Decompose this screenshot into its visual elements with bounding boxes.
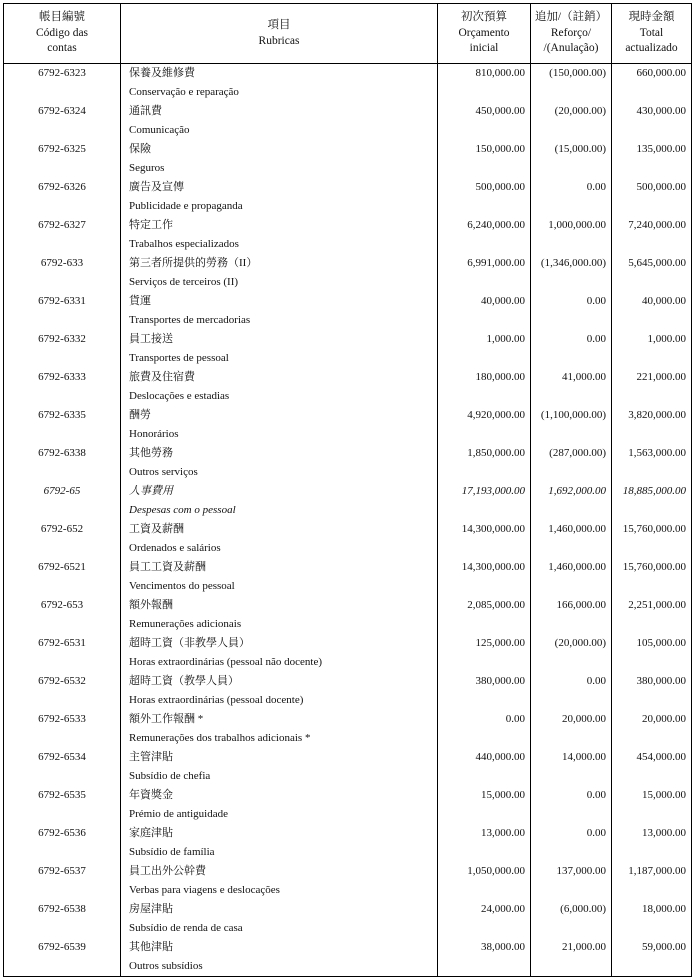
initial-budget-value: 380,000.00	[438, 672, 531, 710]
account-code: 6792-6327	[4, 216, 121, 254]
change-amount-value: (20,000.00)	[531, 634, 612, 672]
initial-budget-value: 0.00	[438, 710, 531, 748]
item-cell	[121, 558, 438, 596]
account-code: 6792-6333	[4, 368, 121, 406]
item-name-pt: Conservação e reparação	[129, 86, 239, 98]
item-name-pt: Subsídio de renda de casa	[129, 922, 243, 934]
account-code: 6792-6532	[4, 672, 121, 710]
current-total-value: 3,820,000.00	[612, 406, 692, 444]
current-total-value: 15,760,000.00	[612, 520, 692, 558]
item-name-pt: Ordenados e salários	[129, 542, 221, 554]
item-name-pt: Despesas com o pessoal	[129, 504, 236, 516]
account-code: 6792-6533	[4, 710, 121, 748]
table-row	[4, 596, 692, 634]
item-name-zh: 房屋津貼	[129, 903, 173, 915]
change-amount-value: (15,000.00)	[531, 140, 612, 178]
account-code: 6792-6535	[4, 786, 121, 824]
change-amount-value: 1,460,000.00	[531, 520, 612, 558]
account-code: 6792-6538	[4, 900, 121, 938]
current-total-value: 15,760,000.00	[612, 558, 692, 596]
table-row	[4, 482, 692, 520]
item-cell	[121, 824, 438, 862]
item-name-zh: 保養及維修費	[129, 67, 195, 79]
account-code: 6792-6537	[4, 862, 121, 900]
initial-budget-value: 13,000.00	[438, 824, 531, 862]
item-name-pt: Outros serviços	[129, 466, 198, 478]
header-item	[121, 4, 438, 64]
table-row	[4, 216, 692, 254]
item-name-pt: Subsídio de chefia	[129, 770, 211, 782]
item-name-pt: Vencimentos do pessoal	[129, 580, 235, 592]
table-row	[4, 368, 692, 406]
item-name-pt: Prémio de antiguidade	[129, 808, 228, 820]
table-row	[4, 672, 692, 710]
initial-budget-value: 440,000.00	[438, 748, 531, 786]
account-code: 6792-6324	[4, 102, 121, 140]
header-account-code-zh: 帳目編號	[39, 11, 85, 24]
item-name-zh: 超時工資（非教學人員）	[129, 637, 250, 649]
table-row	[4, 102, 692, 140]
account-code: 6792-6338	[4, 444, 121, 482]
current-total-value: 40,000.00	[612, 292, 692, 330]
item-name-zh: 酬勞	[129, 409, 151, 421]
table-row	[4, 254, 692, 292]
change-amount-value: 14,000.00	[531, 748, 612, 786]
current-total-value: 454,000.00	[612, 748, 692, 786]
item-name-pt: Remunerações adicionais	[129, 618, 242, 630]
table-row	[4, 710, 692, 748]
item-name-pt: Publicidade e propaganda	[129, 200, 243, 212]
item-name-pt: Outros subsídios	[129, 960, 203, 972]
table-row	[4, 824, 692, 862]
current-total-value: 660,000.00	[612, 64, 692, 103]
item-name-pt: Honorários	[129, 428, 179, 440]
item-name-pt: Remunerações dos trabalhos adicionais *	[129, 732, 311, 744]
header-current-total	[612, 4, 692, 64]
account-code: 6792-653	[4, 596, 121, 634]
item-name-zh: 工資及薪酬	[129, 523, 184, 535]
item-name-pt: Subsídio de família	[129, 846, 215, 858]
item-name-zh: 員工出外公幹費	[129, 865, 206, 877]
item-cell	[121, 748, 438, 786]
header-change-amount	[531, 4, 612, 64]
change-amount-value: 20,000.00	[531, 710, 612, 748]
item-name-zh: 通訊費	[129, 105, 162, 117]
account-code: 6792-6534	[4, 748, 121, 786]
item-name-pt: Seguros	[129, 162, 165, 174]
initial-budget-value: 14,300,000.00	[438, 520, 531, 558]
current-total-value: 7,240,000.00	[612, 216, 692, 254]
initial-budget-value: 500,000.00	[438, 178, 531, 216]
table-row	[4, 178, 692, 216]
header-change-amount-pt2: /(Anulação)	[543, 42, 599, 55]
table-row	[4, 520, 692, 558]
initial-budget-value: 40,000.00	[438, 292, 531, 330]
header-initial-budget-zh: 初次預算	[461, 11, 507, 24]
table-row	[4, 140, 692, 178]
item-cell	[121, 520, 438, 558]
current-total-value: 18,000.00	[612, 900, 692, 938]
item-name-zh: 第三者所提供的勞務（II）	[129, 257, 258, 269]
item-cell	[121, 330, 438, 368]
current-total-value: 105,000.00	[612, 634, 692, 672]
table-row	[4, 292, 692, 330]
change-amount-value: 137,000.00	[531, 862, 612, 900]
item-cell	[121, 786, 438, 824]
account-code: 6792-6335	[4, 406, 121, 444]
item-name-pt: Horas extraordinárias (pessoal docente)	[129, 694, 304, 706]
initial-budget-value: 24,000.00	[438, 900, 531, 938]
account-code: 6792-6332	[4, 330, 121, 368]
initial-budget-value: 1,850,000.00	[438, 444, 531, 482]
item-name-pt: Deslocações e estadias	[129, 390, 230, 402]
current-total-value: 20,000.00	[612, 710, 692, 748]
item-name-zh: 其他勞務	[129, 447, 173, 459]
item-cell	[121, 178, 438, 216]
account-code: 6792-652	[4, 520, 121, 558]
account-code: 6792-6323	[4, 64, 121, 103]
initial-budget-value: 4,920,000.00	[438, 406, 531, 444]
change-amount-value: (1,100,000.00)	[531, 406, 612, 444]
item-name-pt: Transportes de mercadorias	[129, 314, 251, 326]
header-current-total-pt2: actualizado	[625, 42, 678, 55]
change-amount-value: (6,000.00)	[531, 900, 612, 938]
initial-budget-value: 38,000.00	[438, 938, 531, 977]
account-code: 6792-6536	[4, 824, 121, 862]
change-amount-value: (150,000.00)	[531, 64, 612, 103]
initial-budget-value: 125,000.00	[438, 634, 531, 672]
header-row	[4, 4, 692, 64]
table-row	[4, 786, 692, 824]
change-amount-value: 21,000.00	[531, 938, 612, 977]
initial-budget-value: 6,240,000.00	[438, 216, 531, 254]
item-name-zh: 家庭津貼	[129, 827, 173, 839]
current-total-value: 18,885,000.00	[612, 482, 692, 520]
table-row	[4, 406, 692, 444]
item-name-zh: 特定工作	[129, 219, 173, 231]
table-row	[4, 634, 692, 672]
initial-budget-value: 2,085,000.00	[438, 596, 531, 634]
account-code: 6792-6521	[4, 558, 121, 596]
header-account-code	[4, 4, 121, 64]
item-cell	[121, 900, 438, 938]
item-name-zh: 超時工資（教學人員）	[129, 675, 239, 687]
initial-budget-value: 810,000.00	[438, 64, 531, 103]
item-name-zh: 員工工資及薪酬	[129, 561, 206, 573]
item-name-pt: Comunicação	[129, 124, 190, 136]
item-name-pt: Trabalhos especializados	[129, 238, 239, 250]
budget-table	[3, 3, 692, 977]
item-cell	[121, 634, 438, 672]
account-code: 6792-6331	[4, 292, 121, 330]
header-current-total-zh: 現時金額	[628, 11, 675, 24]
header-item-pt1: Rubricas	[258, 34, 300, 47]
header-initial-budget	[438, 4, 531, 64]
item-cell	[121, 710, 438, 748]
current-total-value: 1,563,000.00	[612, 444, 692, 482]
item-cell	[121, 406, 438, 444]
current-total-value: 13,000.00	[612, 824, 692, 862]
current-total-value: 15,000.00	[612, 786, 692, 824]
header-change-amount-pt1: Reforço/	[550, 26, 592, 39]
current-total-value: 1,187,000.00	[612, 862, 692, 900]
current-total-value: 430,000.00	[612, 102, 692, 140]
table-row	[4, 938, 692, 977]
item-name-zh: 主管津貼	[129, 751, 173, 763]
item-cell	[121, 140, 438, 178]
change-amount-value: 1,692,000.00	[531, 482, 612, 520]
table-row	[4, 330, 692, 368]
current-total-value: 221,000.00	[612, 368, 692, 406]
change-amount-value: 1,460,000.00	[531, 558, 612, 596]
item-name-zh: 貨運	[129, 295, 151, 307]
item-name-zh: 人事費用	[129, 485, 173, 497]
current-total-value: 135,000.00	[612, 140, 692, 178]
table-row	[4, 748, 692, 786]
current-total-value: 500,000.00	[612, 178, 692, 216]
account-code: 6792-6539	[4, 938, 121, 977]
current-total-value: 2,251,000.00	[612, 596, 692, 634]
item-name-zh: 額外報酬	[129, 599, 173, 611]
account-code: 6792-633	[4, 254, 121, 292]
table-body	[4, 64, 692, 977]
table-row	[4, 900, 692, 938]
current-total-value: 380,000.00	[612, 672, 692, 710]
change-amount-value: 0.00	[531, 330, 612, 368]
initial-budget-value: 14,300,000.00	[438, 558, 531, 596]
item-cell	[121, 444, 438, 482]
table-row	[4, 558, 692, 596]
change-amount-value: (20,000.00)	[531, 102, 612, 140]
current-total-value: 5,645,000.00	[612, 254, 692, 292]
item-cell	[121, 862, 438, 900]
change-amount-value: 1,000,000.00	[531, 216, 612, 254]
item-cell	[121, 254, 438, 292]
item-name-zh: 額外工作報酬 *	[129, 713, 204, 725]
table-row	[4, 444, 692, 482]
change-amount-value: 0.00	[531, 824, 612, 862]
change-amount-value: 41,000.00	[531, 368, 612, 406]
initial-budget-value: 1,000.00	[438, 330, 531, 368]
change-amount-value: 0.00	[531, 672, 612, 710]
item-cell	[121, 64, 438, 103]
header-item-zh: 項目	[267, 19, 291, 31]
account-code: 6792-6531	[4, 634, 121, 672]
item-cell	[121, 216, 438, 254]
item-name-zh: 廣告及宣傳	[129, 181, 184, 193]
item-name-pt: Serviços de terceiros (II)	[129, 276, 239, 288]
initial-budget-value: 1,050,000.00	[438, 862, 531, 900]
initial-budget-value: 450,000.00	[438, 102, 531, 140]
current-total-value: 1,000.00	[612, 330, 692, 368]
account-code: 6792-65	[4, 482, 121, 520]
change-amount-value: (287,000.00)	[531, 444, 612, 482]
initial-budget-value: 15,000.00	[438, 786, 531, 824]
header-initial-budget-pt1: Orçamento	[458, 26, 510, 39]
item-name-zh: 年資獎金	[129, 789, 173, 801]
item-cell	[121, 672, 438, 710]
initial-budget-value: 17,193,000.00	[438, 482, 531, 520]
item-name-zh: 保險	[129, 143, 151, 155]
item-name-zh: 其他津貼	[129, 941, 173, 953]
table-row	[4, 862, 692, 900]
item-cell	[121, 596, 438, 634]
item-name-pt: Transportes de pessoal	[129, 352, 229, 364]
header-account-code-pt2: contas	[47, 42, 77, 55]
item-name-pt: Horas extraordinárias (pessoal não docente)	[129, 656, 323, 668]
item-cell	[121, 482, 438, 520]
header-initial-budget-pt2: inicial	[469, 42, 499, 55]
change-amount-value: (1,346,000.00)	[531, 254, 612, 292]
header-change-amount-zh: 追加/（註銷）	[534, 11, 608, 24]
initial-budget-value: 6,991,000.00	[438, 254, 531, 292]
item-name-pt: Verbas para viagens e deslocações	[129, 884, 280, 896]
initial-budget-value: 180,000.00	[438, 368, 531, 406]
item-cell	[121, 368, 438, 406]
account-code: 6792-6325	[4, 140, 121, 178]
table-row	[4, 64, 692, 103]
change-amount-value: 0.00	[531, 178, 612, 216]
item-name-zh: 旅費及住宿費	[129, 371, 195, 383]
current-total-value: 59,000.00	[612, 938, 692, 977]
item-cell	[121, 102, 438, 140]
change-amount-value: 0.00	[531, 292, 612, 330]
change-amount-value: 166,000.00	[531, 596, 612, 634]
initial-budget-value: 150,000.00	[438, 140, 531, 178]
item-name-zh: 員工接送	[129, 333, 173, 345]
account-code: 6792-6326	[4, 178, 121, 216]
header-current-total-pt1: Total	[639, 26, 664, 39]
item-cell	[121, 938, 438, 977]
header-account-code-pt1: Código das	[35, 26, 89, 39]
change-amount-value: 0.00	[531, 786, 612, 824]
item-cell	[121, 292, 438, 330]
